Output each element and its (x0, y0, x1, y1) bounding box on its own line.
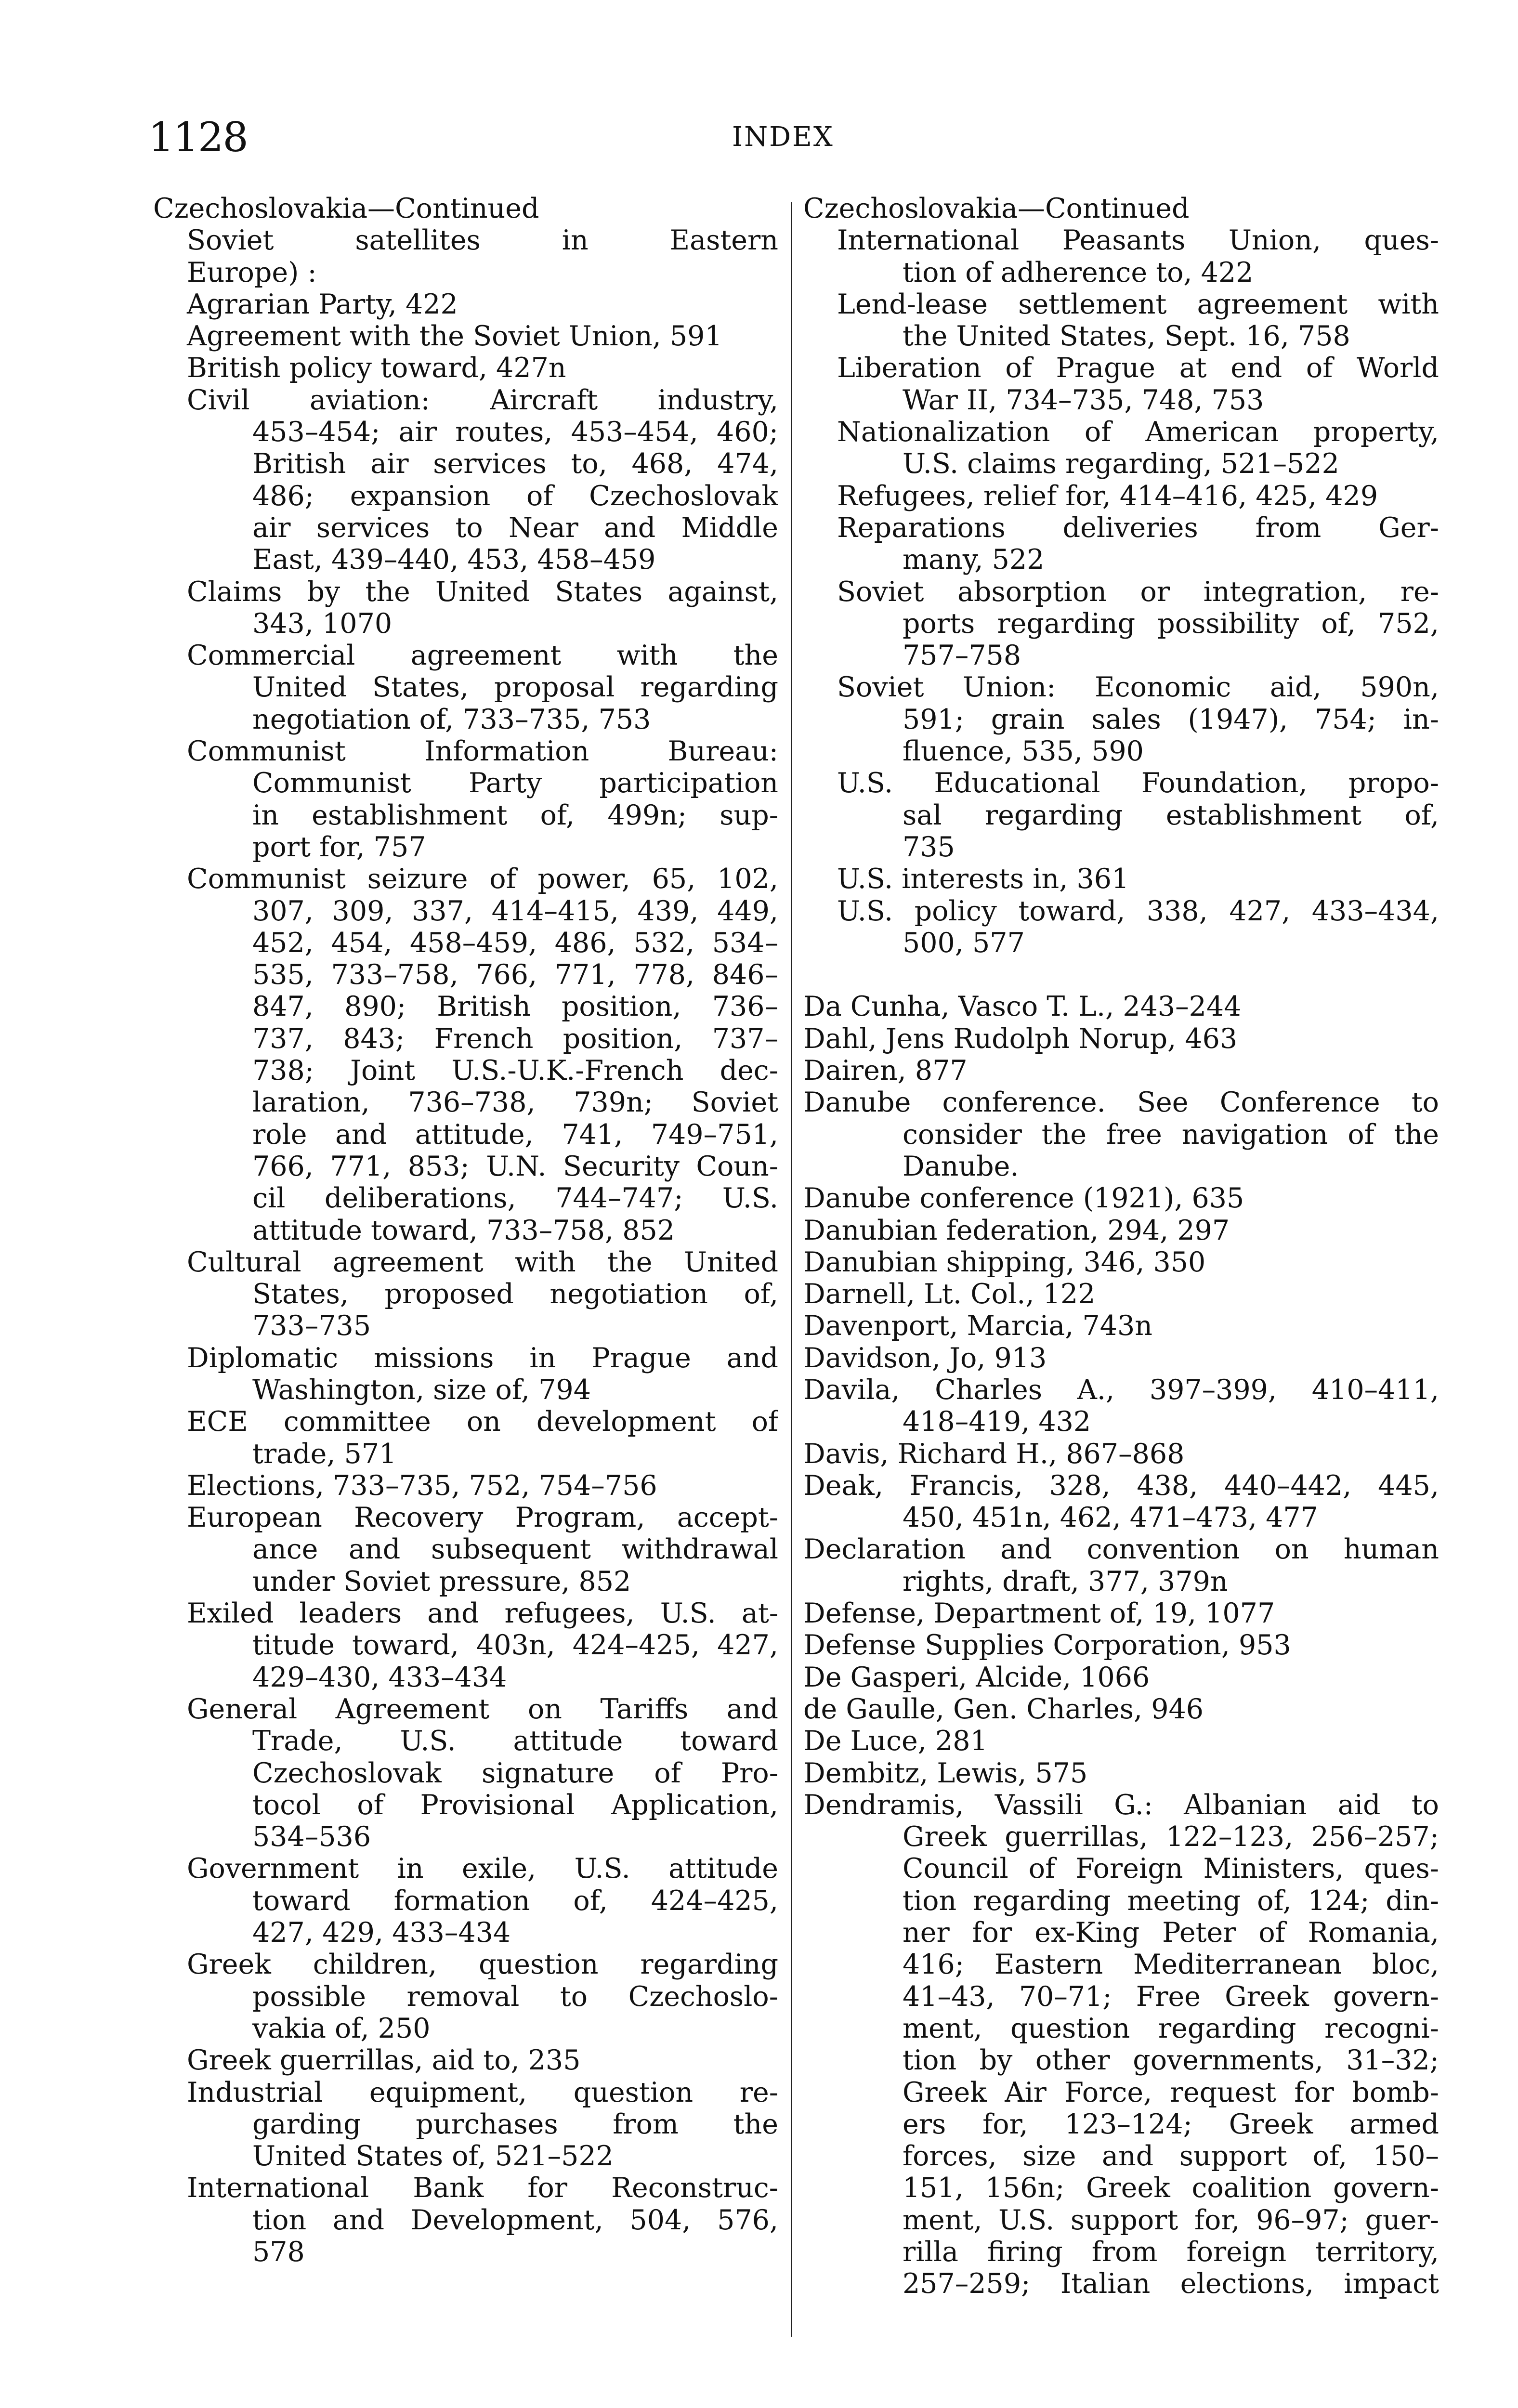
index-continuation: 738; Joint U.S.-U.K.-French dec- (252, 1055, 778, 1087)
index-continuation: role and attitude, 741, 749–751, (252, 1118, 778, 1151)
index-subentry: Claims by the United States against, (187, 576, 778, 608)
index-continuation: 416; Eastern Mediterranean bloc, (903, 1949, 1439, 1981)
index-entry: Davis, Richard H., 867–868 (803, 1438, 1185, 1470)
index-entry: Czechoslovakia—Continued (803, 193, 1190, 224)
index-entry: De Luce, 281 (803, 1725, 988, 1757)
index-entry: De Gasperi, Alcide, 1066 (803, 1661, 1150, 1693)
index-entry: Davidson, Jo, 913 (803, 1342, 1047, 1374)
right-index-column (803, 193, 1439, 2300)
index-continuation: forces, size and support of, 150– (903, 2140, 1439, 2172)
index-continuation: Greek guerrillas, 122–123, 256–257; (903, 1821, 1439, 1853)
index-subentry: Communist Information Bureau: (187, 735, 778, 768)
index-continuation: 737, 843; French position, 737– (252, 1022, 778, 1055)
index-entry: Czechoslovakia—Continued (153, 193, 539, 224)
index-entry: de Gaulle, Gen. Charles, 946 (803, 1693, 1204, 1725)
page-header (0, 0, 1518, 159)
index-entry: Da Cunha, Vasco T. L., 243–244 (803, 991, 1242, 1023)
index-continuation: United States of, 521–522 (252, 2140, 614, 2172)
index-subentry: U.S. interests in, 361 (837, 863, 1129, 895)
index-continuation: 450, 451n, 462, 471–473, 477 (903, 1502, 1318, 1534)
index-continuation: trade, 571 (252, 1438, 397, 1470)
index-entry: Deak, Francis, 328, 438, 440–442, 445, (803, 1469, 1439, 1502)
index-continuation: 757–758 (903, 640, 1021, 672)
index-entry: Danube conference. See Conference to (803, 1086, 1439, 1119)
index-continuation: ment, U.S. support for, 96–97; guer- (903, 2204, 1439, 2236)
index-subentry: Cultural agreement with the United (187, 1246, 778, 1278)
index-continuation: negotiation of, 733–735, 753 (252, 703, 651, 735)
index-continuation: ers for, 123–124; Greek armed (903, 2108, 1439, 2140)
index-continuation: rilla firing from foreign territory, (903, 2236, 1439, 2268)
index-subentry: Lend-lease settlement agreement with (837, 288, 1439, 320)
index-continuation: 591; grain sales (1947), 754; in- (903, 703, 1439, 735)
index-subentry: General Agreement on Tariffs and (187, 1693, 778, 1725)
index-subentry: Reparations deliveries from Ger- (837, 511, 1439, 544)
index-continuation: 257–259; Italian elections, impact (903, 2268, 1439, 2300)
index-continuation: consider the free navigation of the (903, 1118, 1439, 1151)
index-subentry: U.S. Educational Foundation, propo- (837, 767, 1439, 799)
index-continuation: tocol of Provisional Application, (252, 1789, 778, 1821)
index-subentry: Communist seizure of power, 65, 102, (187, 863, 778, 895)
index-continuation: ance and subsequent withdrawal (252, 1533, 778, 1566)
index-continuation: 766, 771, 853; U.N. Security Coun- (252, 1150, 778, 1182)
index-continuation: 534–536 (252, 1821, 371, 1853)
index-subentry: Soviet satellites in Eastern (187, 224, 778, 257)
index-continuation: British air services to, 468, 474, (252, 448, 778, 480)
index-continuation: Czechoslovak signature of Pro- (252, 1757, 778, 1789)
index-entry: Danubian federation, 294, 297 (803, 1214, 1230, 1246)
index-continuation: ner for ex-King Peter of Romania, (903, 1917, 1439, 1949)
index-continuation: 151, 156n; Greek coalition govern- (903, 2172, 1439, 2204)
index-continuation: Communist Party participation (252, 767, 778, 799)
index-continuation: 452, 454, 458–459, 486, 532, 534– (252, 927, 778, 959)
running-title: INDEX (732, 121, 834, 153)
index-subentry: Agrarian Party, 422 (187, 288, 458, 320)
index-entry: Darnell, Lt. Col., 122 (803, 1278, 1096, 1310)
index-continuation: tion of adherence to, 422 (903, 256, 1254, 288)
index-subentry: European Recovery Program, accept- (187, 1502, 778, 1534)
index-continuation: Council of Foreign Ministers, ques- (903, 1853, 1439, 1885)
index-continuation: Greek Air Force, request for bomb- (903, 2076, 1439, 2108)
index-continuation: under Soviet pressure, 852 (252, 1565, 631, 1597)
index-continuation: garding purchases from the (252, 2108, 778, 2140)
index-continuation: 486; expansion of Czechoslovak (252, 480, 778, 512)
index-subentry: British policy toward, 427n (187, 352, 566, 384)
index-subentry: International Peasants Union, ques- (837, 224, 1439, 257)
index-entry: Dembitz, Lewis, 575 (803, 1757, 1088, 1789)
entry-gap (803, 959, 1439, 991)
index-continuation: tion and Development, 504, 576, (252, 2204, 778, 2236)
index-continuation: 427, 429, 433–434 (252, 1917, 511, 1949)
index-continuation: vakia of, 250 (252, 2012, 431, 2044)
index-continuation: 733–735 (252, 1310, 371, 1342)
index-subentry: Greek guerrillas, aid to, 235 (187, 2044, 581, 2077)
left-index-column (153, 193, 778, 2268)
index-subentry: U.S. policy toward, 338, 427, 433–434, (837, 895, 1439, 927)
index-continuation: War II, 734–735, 748, 753 (903, 384, 1264, 416)
index-continuation: 418–419, 432 (903, 1406, 1091, 1438)
index-continuation: tion by other governments, 31–32; (903, 2044, 1439, 2077)
index-subentry: ECE committee on development of (187, 1406, 778, 1438)
index-continuation: 453–454; air routes, 453–454, 460; (252, 416, 778, 448)
index-continuation: 735 (903, 831, 955, 863)
index-continuation: the United States, Sept. 16, 758 (903, 320, 1350, 353)
index-continuation: 429–430, 433–434 (252, 1661, 507, 1693)
index-subentry: Greek children, question regarding (187, 1949, 778, 1981)
index-continuation: 847, 890; British position, 736– (252, 991, 778, 1023)
index-subentry: International Bank for Reconstruc- (187, 2172, 778, 2204)
index-continuation: tion regarding meeting of, 124; din- (903, 1885, 1439, 1917)
index-continuation: air services to Near and Middle (252, 511, 778, 544)
index-subentry: Soviet Union: Economic aid, 590n, (837, 671, 1439, 704)
index-subentry: Soviet absorption or integration, re- (837, 576, 1439, 608)
index-entry: Declaration and convention on human (803, 1533, 1439, 1566)
index-subentry: Civil aviation: Aircraft industry, (187, 384, 778, 416)
index-continuation: U.S. claims regarding, 521–522 (903, 448, 1339, 480)
index-continuation: attitude toward, 733–758, 852 (252, 1214, 675, 1246)
index-subentry: Commercial agreement with the (187, 640, 778, 672)
index-entry: Dairen, 877 (803, 1055, 968, 1087)
index-entry: Danube conference (1921), 635 (803, 1182, 1244, 1215)
index-continuation: port for, 757 (252, 831, 426, 863)
index-continuation: 41–43, 70–71; Free Greek govern- (903, 1980, 1439, 2013)
index-continuation: cil deliberations, 744–747; U.S. (252, 1182, 778, 1215)
index-continuation: fluence, 535, 590 (903, 735, 1144, 768)
page-number: 1128 (148, 114, 248, 161)
index-continuation: East, 439–440, 453, 458–459 (252, 544, 656, 576)
index-entry: Dahl, Jens Rudolph Norup, 463 (803, 1022, 1238, 1055)
index-continuation: United States, proposal regarding (252, 671, 778, 704)
index-continuation: ment, question regarding recogni- (903, 2012, 1439, 2044)
index-entry: Defense, Department of, 19, 1077 (803, 1597, 1275, 1630)
index-continuation: Washington, size of, 794 (252, 1374, 591, 1406)
index-continuation: Danube. (903, 1150, 1019, 1182)
index-entry: Davila, Charles A., 397–399, 410–411, (803, 1374, 1439, 1406)
index-continuation: 500, 577 (903, 927, 1025, 959)
index-subentry: Elections, 733–735, 752, 754–756 (187, 1469, 657, 1502)
index-subentry: Europe) : (187, 256, 317, 288)
column-divider (791, 202, 792, 2337)
index-subentry: Refugees, relief for, 414–416, 425, 429 (837, 480, 1378, 512)
index-subentry: Government in exile, U.S. attitude (187, 1853, 778, 1885)
index-subentry: Liberation of Prague at end of World (837, 352, 1439, 384)
index-continuation: Trade, U.S. attitude toward (252, 1725, 778, 1757)
index-continuation: laration, 736–738, 739n; Soviet (252, 1086, 778, 1119)
index-continuation: possible removal to Czechoslo- (252, 1980, 778, 2013)
index-continuation: 307, 309, 337, 414–415, 439, 449, (252, 895, 778, 927)
index-entry: Davenport, Marcia, 743n (803, 1310, 1152, 1342)
index-entry: Danubian shipping, 346, 350 (803, 1246, 1206, 1278)
index-continuation: titude toward, 403n, 424–425, 427, (252, 1629, 778, 1662)
index-continuation: ports regarding possibility of, 752, (903, 607, 1439, 640)
index-continuation: 343, 1070 (252, 607, 393, 640)
index-subentry: Industrial equipment, question re- (187, 2076, 778, 2108)
index-continuation: many, 522 (903, 544, 1045, 576)
index-entry: Defense Supplies Corporation, 953 (803, 1629, 1291, 1662)
index-continuation: 535, 733–758, 766, 771, 778, 846– (252, 959, 778, 991)
index-subentry: Exiled leaders and refugees, U.S. at- (187, 1597, 778, 1630)
index-subentry: Diplomatic missions in Prague and (187, 1342, 778, 1374)
index-subentry: Agreement with the Soviet Union, 591 (187, 320, 722, 353)
index-continuation: in establishment of, 499n; sup- (252, 799, 778, 831)
index-continuation: States, proposed negotiation of, (252, 1278, 778, 1310)
index-subentry: Nationalization of American property, (837, 416, 1439, 448)
index-continuation: toward formation of, 424–425, (252, 1885, 778, 1917)
index-entry: Dendramis, Vassili G.: Albanian aid to (803, 1789, 1439, 1821)
index-continuation: sal regarding establishment of, (903, 799, 1439, 831)
index-continuation: rights, draft, 377, 379n (903, 1565, 1228, 1597)
index-continuation: 578 (252, 2236, 305, 2268)
